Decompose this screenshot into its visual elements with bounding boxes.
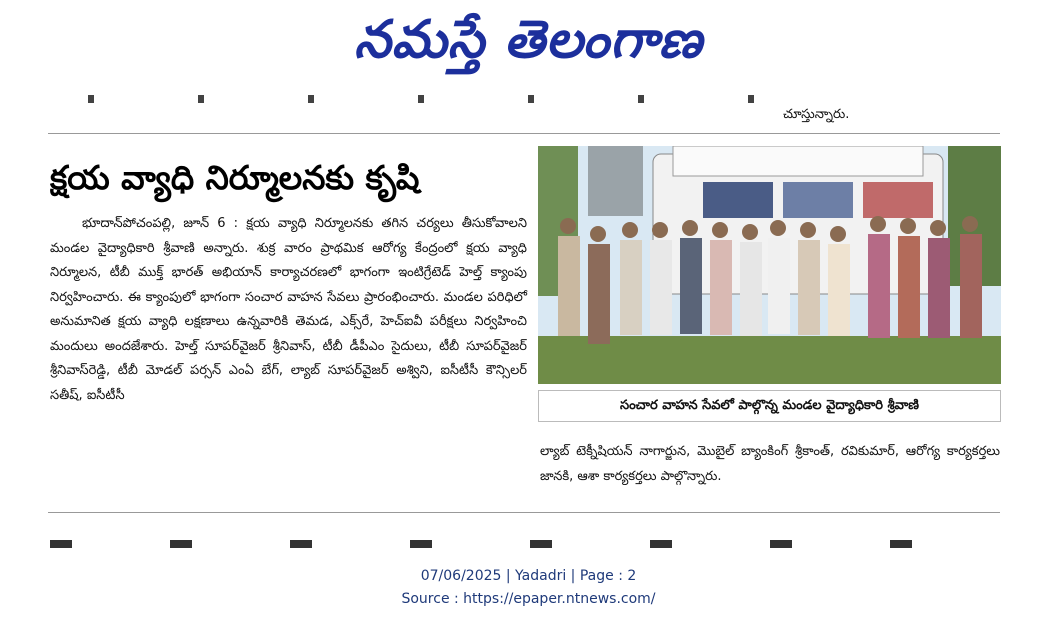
article-body-right-column: ల్యాబ్ టెక్నీషియన్ నాగార్జున, మొబైల్ బ్యాంకింగ్ శ్రీకాంత్, రవికుమార్, ఆరోగ్య కార్యకర్తలు జానకి, ఆశా కార్యకర్తలు పాల్గొన్నారు.: [540, 444, 1000, 484]
previous-article-tail: చూస్తున్నారు.: [783, 107, 850, 122]
previous-article-clipped-text: [88, 95, 788, 103]
masthead: [0, 0, 1057, 80]
article-paragraph: భూదాన్‌పోచంపల్లి, జూన్ 6 : క్షయ వ్యాధి నిర్మూలనకు తగిన చర్యలు తీసుకోవాలని మండల వైద్యాధికారి శ్రీవాణి అన్నారు. శుక్ర వారం ప్రాథమిక ఆరోగ్య కేంద్రంలో క్షయ వ్యాధి నిర్మూలన, టీబీ ముక్త్ భారత్ అభియాన్ కార్యాచరణలో భాగంగా ఇంటిగ్రేటెడ్ హెల్త్ క్యాంపు నిర్వహించారు. ఈ క్యాంపులో భాగంగా సంచార వాహన సేవలు ప్రారంభించారు. మండల పరిధిలో అనుమానిత క్షయ వ్యాధి లక్షణాలు ఉన్నవారికి తెమడ, ఎక్స్‌రే, హెచ్ఐవీ పరీక్షలు నిర్వహించి మందులు అందజేశారు. హెల్త్ సూపర్‌వైజర్ శ్రీనివాస్, టీబీ డీపీఎం సైదులు, టీబీ సూపర్‌వైజర్ శ్రీనివాస్‌రెడ్డి, టీబీ మోడల్ పర్సన్ ఎంఏ బేగ్, ల్యాబ్ సూపర్‌వైజర్ అశ్విని, ఐసీటీసీ కౌన్సిలర్ సతీష్, ఐసీటీసీ: [50, 216, 527, 403]
next-article-clipped-headline: [50, 540, 1000, 548]
group-photo-illustration: [538, 146, 1001, 384]
footer-source: Source : https://epaper.ntnews.com/: [401, 591, 656, 607]
newspaper-title: నమస్తే తెలంగాణ: [354, 9, 703, 70]
article-headline: క్షయ వ్యాధి నిర్మూలనకు కృషి: [50, 158, 420, 197]
article-photo: [538, 146, 1001, 384]
top-divider: [48, 133, 1000, 134]
photo-caption: సంచార వాహన సేవలో పాల్గొన్న మండల వైద్యాధికారి శ్రీవాణి: [538, 390, 1001, 422]
footer-date-edition-page: 07/06/2025 | Yadadri | Page : 2: [420, 568, 637, 584]
article-body-left-column: [50, 212, 527, 408]
bottom-divider: [48, 512, 1000, 513]
